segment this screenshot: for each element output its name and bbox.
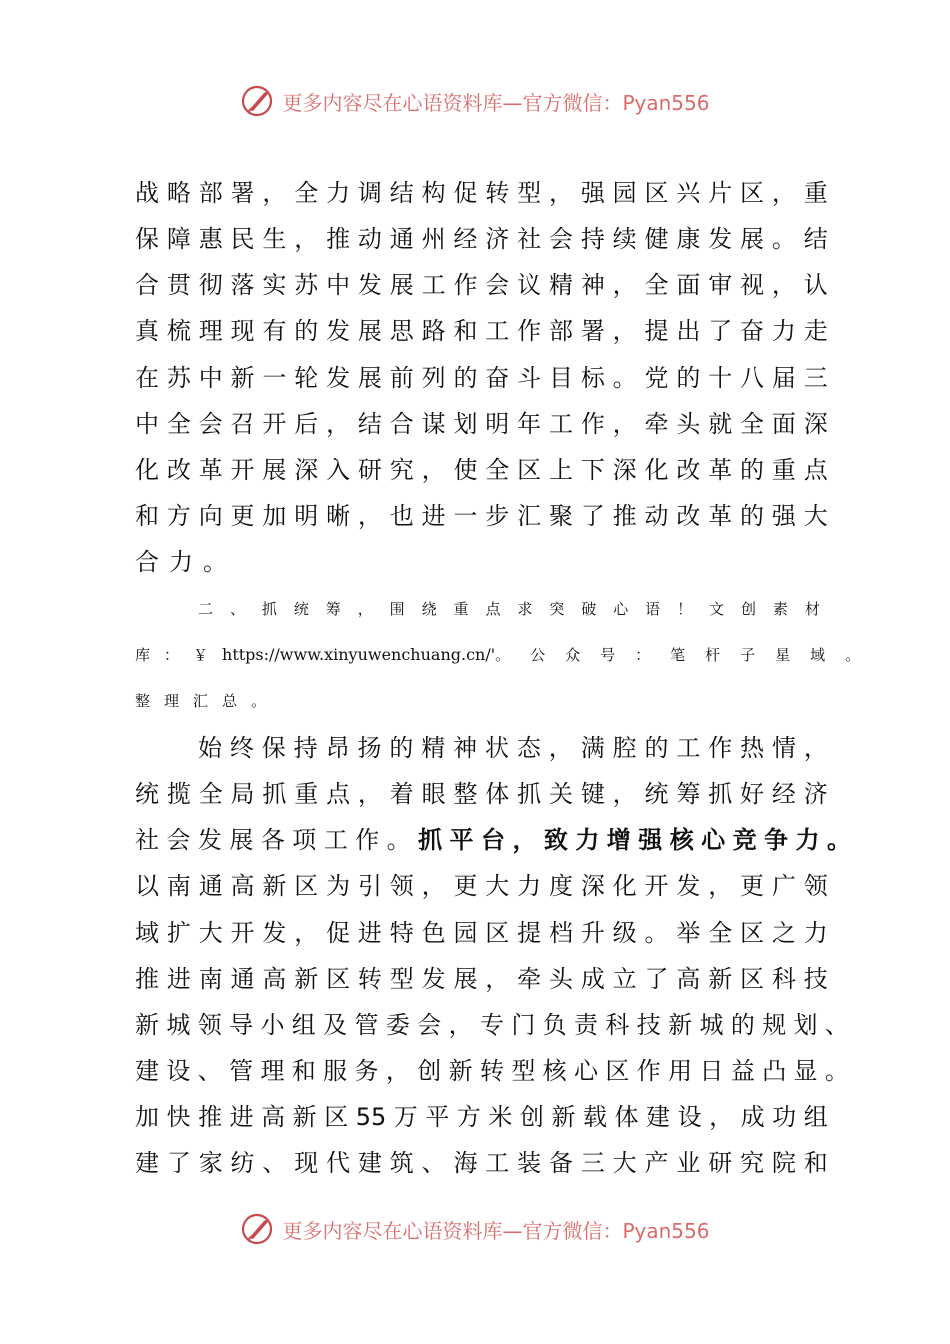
paragraph1-line-1: 战 略 部 署 ， 全 力 调 结 构 促 转 型 ， 强 园 区 兴 片 区 ， 重	[135, 179, 828, 207]
heading-line-1: 二 、 抓 统 筹 ， 围 绕 重 点 求 突 破 心 语 ！ 文 创 素 材	[198, 600, 820, 618]
paragraph2-line-7: 新 城 领 导 小 组 及 管 委 会 ， 专 门 负 责 科 技 新 城 的 规 划 、	[135, 1011, 849, 1039]
header-watermark	[0, 84, 950, 118]
paragraph1-line-2: 保 障 惠 民 生 ， 推 动 通 州 经 济 社 会 持 续 健 康 发 展 。 结	[135, 225, 828, 253]
paragraph2-line-10: 建 了 家 纺 、 现 代 建 筑 、 海 工 装 备 三 大 产 业 研 究 院 和	[135, 1149, 828, 1177]
footer-watermark	[0, 1212, 950, 1246]
heading-line-2	[135, 645, 881, 665]
paragraph2-line-4: 以 南 通 高 新 区 为 引 领 ， 更 大 力 度 深 化 开 发 ， 更 广 领	[135, 872, 828, 900]
paragraph2-line-8: 建 设 、 管 理 和 服 务 ， 创 新 转 型 核 心 区 作 用 日 益 凸 显 。	[135, 1057, 849, 1085]
paragraph2-line-3: 社 会 发 展 各 项 工 作 。 抓 平 台 ， 致 力 增 强 核 心 竞 争 力 。	[135, 825, 851, 854]
paragraph1-line-3: 合 贯 彻 落 实 苏 中 发 展 工 作 会 议 精 神 ， 全 面 审 视 ， 认	[135, 271, 828, 299]
paragraph2-line-5: 域 扩 大 开 发 ， 促 进 特 色 园 区 提 档 升 级 。 举 全 区 之 力	[135, 919, 828, 947]
heading-url: https://www.xinyuwenchuang.cn/'	[222, 645, 496, 664]
paragraph1-line-7: 化 改 革 开 展 深 入 研 究 ， 使 全 区 上 下 深 化 改 革 的 重 点	[135, 456, 828, 484]
heading-suffix: 。公众号：笔杆子星域。	[495, 646, 881, 664]
heading-line-3: 整 理 汇 总 。	[135, 692, 267, 710]
paragraph1-line-5: 在 苏 中 新 一 轮 发 展 前 列 的 奋 斗 目 标 。 党 的 十 八 届 三	[135, 364, 828, 392]
footer-watermark-text: 更多内容尽在心语资料库—官方微信：Pyan556	[282, 1218, 710, 1243]
quill-logo-icon	[240, 84, 274, 118]
header-watermark-text: 更多内容尽在心语资料库—官方微信：Pyan556	[282, 90, 710, 115]
area-number: 55	[355, 1103, 387, 1131]
paragraph1-line-4: 真 梳 理 现 有 的 发 展 思 路 和 工 作 部 署 ， 提 出 了 奋 力 走	[135, 317, 828, 345]
paragraph1-line-8: 和 方 向 更 加 明 晰 ， 也 进 一 步 汇 聚 了 推 动 改 革 的 强 大	[135, 502, 828, 530]
paragraph2-line-9: 加 快 推 进 高 新 区 55 万 平 方 米 创 新 载 体 建 设 ， 成 功 组	[135, 1103, 828, 1131]
heading-prefix: 库：￥	[135, 646, 223, 664]
paragraph2-line-6: 推 进 南 通 高 新 区 转 型 发 展 ， 牵 头 成 立 了 高 新 区 科 技	[135, 965, 828, 993]
paragraph1-line-9: 合 力 。	[135, 548, 227, 576]
paragraph2-line-2: 统 揽 全 局 抓 重 点 ， 着 眼 整 体 抓 关 键 ， 统 筹 抓 好 经 济	[135, 780, 828, 808]
quill-logo-icon	[240, 1212, 274, 1246]
paragraph2-line-1: 始 终 保 持 昂 扬 的 精 神 状 态 ， 满 腔 的 工 作 热 情 ，	[198, 734, 828, 762]
paragraph1-line-6: 中 全 会 召 开 后 ， 结 合 谋 划 明 年 工 作 ， 牵 头 就 全 面 深	[135, 410, 828, 438]
